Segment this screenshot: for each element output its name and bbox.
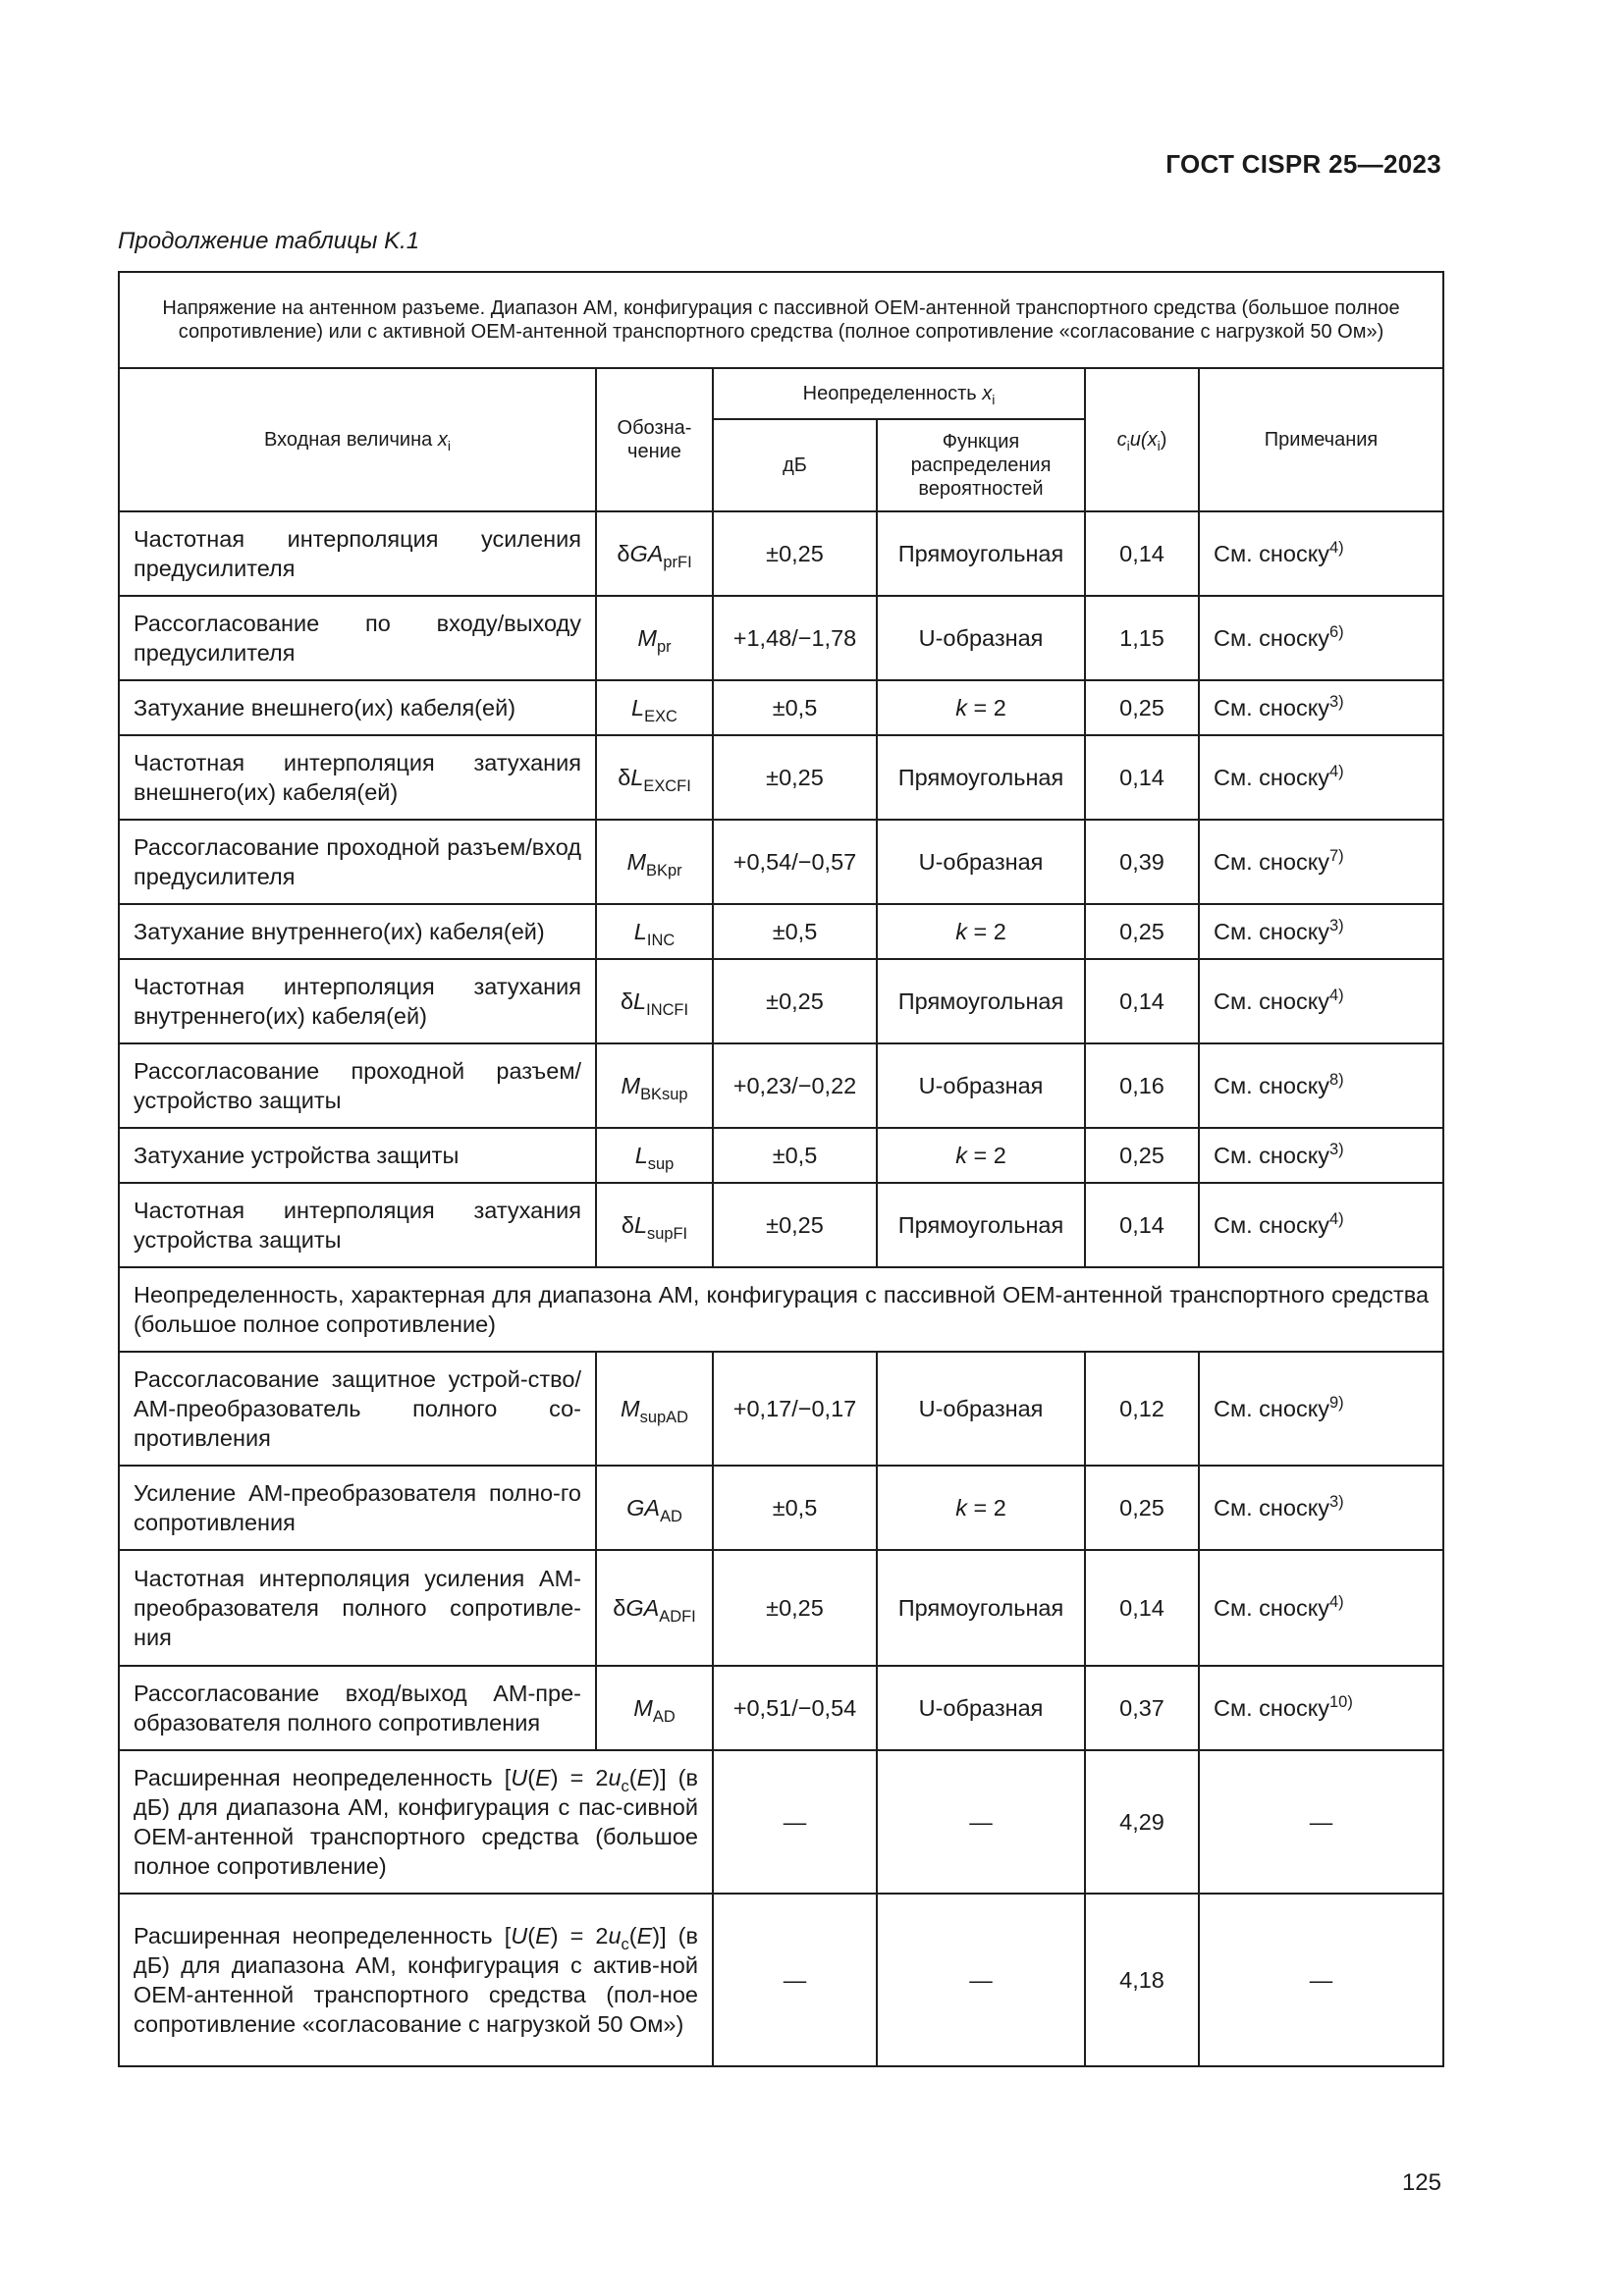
- notes-cell: См. сноску$^{4)}$: [1199, 959, 1443, 1043]
- ciu-cell: 0,14: [1085, 511, 1199, 596]
- ciu-cell: 0,25: [1085, 680, 1199, 735]
- uncertainty-db-cell: +0,17/−0,17: [713, 1352, 877, 1466]
- table-row: [119, 1352, 1443, 1466]
- ciu-cell: 0,14: [1085, 1183, 1199, 1267]
- notes-cell: См. сноску$^{9)}$: [1199, 1352, 1443, 1466]
- notes-cell: См. сноску$^{4)}$: [1199, 735, 1443, 820]
- table-row: [119, 1183, 1443, 1267]
- notes-cell: См. сноску$^{6)}$: [1199, 596, 1443, 680]
- standard-designation: ГОСТ CISPR 25—2023: [1165, 149, 1441, 179]
- symbol-cell: $M_{BKsup}$: [596, 1043, 713, 1128]
- symbol-cell: $M_{AD}$: [596, 1666, 713, 1750]
- uncertainty-db-cell: +0,51/−0,54: [713, 1666, 877, 1750]
- col-header-db: дБ: [713, 419, 877, 511]
- expanded-distribution-cell: —: [877, 1750, 1085, 1894]
- expanded-distribution-cell: —: [877, 1894, 1085, 2066]
- expanded-value-cell: 4,29: [1085, 1750, 1199, 1894]
- symbol-cell: $L_{EXC}$: [596, 680, 713, 735]
- input-quantity-cell: Затухание устройства защиты: [119, 1128, 596, 1183]
- table-body-am-section: [119, 1352, 1443, 1750]
- expanded-uncertainty-row: [119, 1750, 1443, 1894]
- table-row: [119, 1466, 1443, 1550]
- expanded-uncertainty-row: [119, 1894, 1443, 2066]
- notes-cell: См. сноску$^{8)}$: [1199, 1043, 1443, 1128]
- expanded-db-cell: —: [713, 1894, 877, 2066]
- distribution-cell: Прямоугольная: [877, 959, 1085, 1043]
- notes-cell: См. сноску$^{3)}$: [1199, 1466, 1443, 1550]
- table-row: [119, 511, 1443, 596]
- uncertainty-db-cell: ±0,25: [713, 735, 877, 820]
- distribution-cell: Прямоугольная: [877, 1550, 1085, 1666]
- distribution-cell: Прямоугольная: [877, 1183, 1085, 1267]
- input-quantity-cell: Затухание внешнего(их) кабеля(ей): [119, 680, 596, 735]
- col-header-ciu: $c_iu(x_i)$: [1085, 368, 1199, 511]
- input-quantity-cell: Затухание внутреннего(их) кабеля(ей): [119, 904, 596, 959]
- input-quantity-cell: Рассогласование защитное устрой-ство/АМ-преобразователь полного со-противления: [119, 1352, 596, 1466]
- uncertainty-db-cell: ±0,5: [713, 904, 877, 959]
- section-title: Неопределенность, характерная для диапазона АМ, конфигурация с пассивной ОЕМ-антенной транспортного средства (большое полное сопротивление): [119, 1267, 1443, 1352]
- notes-cell: См. сноску$^{7)}$: [1199, 820, 1443, 904]
- expanded-uncertainty-label: Расширенная неопределенность $[U(E) = 2u_c(E)]$ (в дБ) для диапазона АМ, конфигурация с актив-ной ОЕМ-антенной транспортного средства (пол-ное сопротивление «согласование с нагрузкой 50 Ом»): [119, 1894, 713, 2066]
- symbol-cell: $\delta L_{supFI}$: [596, 1183, 713, 1267]
- col-header-input: Входная величина $x_i$: [119, 368, 596, 511]
- symbol-cell: $\delta L_{EXCFI}$: [596, 735, 713, 820]
- input-quantity-cell: Частотная интерполяция затухания внутреннего(их) кабеля(ей): [119, 959, 596, 1043]
- distribution-cell: Прямоугольная: [877, 511, 1085, 596]
- uncertainty-db-cell: ±0,25: [713, 1183, 877, 1267]
- table-row: [119, 1128, 1443, 1183]
- col-header-notes: Примечания: [1199, 368, 1443, 511]
- distribution-cell: U-образная: [877, 1352, 1085, 1466]
- distribution-cell: k = 2: [877, 904, 1085, 959]
- table-row: [119, 1550, 1443, 1666]
- col-header-uncertainty: Неопределенность $x_i$: [713, 368, 1085, 419]
- symbol-cell: δGA$_{ADFI}$: [596, 1550, 713, 1666]
- input-quantity-cell: Рассогласование вход/выход АМ-пре-образователя полного сопротивления: [119, 1666, 596, 1750]
- table-continuation-caption: Продолжение таблицы K.1: [118, 228, 420, 254]
- ciu-cell: 0,16: [1085, 1043, 1199, 1128]
- expanded-value-cell: 4,18: [1085, 1894, 1199, 2066]
- table-body-expanded: [119, 1750, 1443, 2066]
- notes-cell: См. сноску$^{3)}$: [1199, 904, 1443, 959]
- symbol-cell: $GA_{AD}$: [596, 1466, 713, 1550]
- symbol-cell: $M_{BKpr}$: [596, 820, 713, 904]
- table-row: [119, 596, 1443, 680]
- distribution-cell: k = 2: [877, 1466, 1085, 1550]
- notes-cell: См. сноску$^{4)}$: [1199, 511, 1443, 596]
- table-row: [119, 1043, 1443, 1128]
- table-row: [119, 904, 1443, 959]
- expanded-db-cell: —: [713, 1750, 877, 1894]
- expanded-notes-cell: —: [1199, 1750, 1443, 1894]
- page-number: 125: [1401, 2169, 1441, 2196]
- uncertainty-db-cell: +0,54/−0,57: [713, 820, 877, 904]
- input-quantity-cell: Частотная интерполяция затухания устройства защиты: [119, 1183, 596, 1267]
- table-row: [119, 820, 1443, 904]
- symbol-cell: $M_{supAD}$: [596, 1352, 713, 1466]
- uncertainty-table: [118, 271, 1444, 2067]
- col-header-symbol: Обозна-чение: [596, 368, 713, 511]
- input-quantity-cell: Рассогласование проходной разъем/устройство защиты: [119, 1043, 596, 1128]
- distribution-cell: Прямоугольная: [877, 735, 1085, 820]
- expanded-notes-cell: —: [1199, 1894, 1443, 2066]
- table-body-main: [119, 511, 1443, 1267]
- distribution-cell: U-образная: [877, 1666, 1085, 1750]
- ciu-cell: 0,12: [1085, 1352, 1199, 1466]
- distribution-cell: k = 2: [877, 680, 1085, 735]
- distribution-cell: k = 2: [877, 1128, 1085, 1183]
- ciu-cell: 0,25: [1085, 904, 1199, 959]
- symbol-cell: $L_{sup}$: [596, 1128, 713, 1183]
- symbol-cell: $L_{INC}$: [596, 904, 713, 959]
- uncertainty-db-cell: ±0,25: [713, 959, 877, 1043]
- uncertainty-db-cell: +1,48/−1,78: [713, 596, 877, 680]
- ciu-cell: 0,25: [1085, 1466, 1199, 1550]
- ciu-cell: 0,14: [1085, 735, 1199, 820]
- col-header-distribution: Функция распределения вероятностей: [877, 419, 1085, 511]
- table-row: [119, 1666, 1443, 1750]
- uncertainty-db-cell: +0,23/−0,22: [713, 1043, 877, 1128]
- distribution-cell: U-образная: [877, 596, 1085, 680]
- symbol-cell: $\delta L_{INCFI}$: [596, 959, 713, 1043]
- symbol-cell: $M_{pr}$: [596, 596, 713, 680]
- expanded-uncertainty-label: Расширенная неопределенность $[U(E) = 2u_c(E)]$ (в дБ) для диапазона АМ, конфигурация с пас-сивной ОЕМ-антенной транспортного средства (большое полное сопротивление): [119, 1750, 713, 1894]
- uncertainty-db-cell: ±0,5: [713, 680, 877, 735]
- table-row: [119, 959, 1443, 1043]
- notes-cell: См. сноску$^{10)}$: [1199, 1666, 1443, 1750]
- ciu-cell: 0,25: [1085, 1128, 1199, 1183]
- ciu-cell: 0,39: [1085, 820, 1199, 904]
- input-quantity-cell: Усиление АМ-преобразователя полно-го сопротивления: [119, 1466, 596, 1550]
- notes-cell: См. сноску$^{3)}$: [1199, 680, 1443, 735]
- uncertainty-db-cell: ±0,25: [713, 1550, 877, 1666]
- table-title: Напряжение на антенном разъеме. Диапазон АМ, конфигурация с пассивной ОЕМ-антенной транспортного средства (большое полное сопротивление) или с активной ОЕМ-антенной транспортного средства (полное сопротивление «согласование с нагрузкой 50 Ом»): [119, 272, 1443, 368]
- uncertainty-db-cell: ±0,25: [713, 511, 877, 596]
- uncertainty-db-cell: ±0,5: [713, 1466, 877, 1550]
- table-row: [119, 680, 1443, 735]
- input-quantity-cell: Частотная интерполяция усиления АМ-преобразователя полного сопротивле-ния: [119, 1550, 596, 1666]
- input-quantity-cell: Частотная интерполяция усиления предусилителя: [119, 511, 596, 596]
- input-quantity-cell: Частотная интерполяция затухания внешнего(их) кабеля(ей): [119, 735, 596, 820]
- symbol-cell: δGA$_{prFI}$: [596, 511, 713, 596]
- notes-cell: См. сноску$^{3)}$: [1199, 1128, 1443, 1183]
- ciu-cell: 0,14: [1085, 959, 1199, 1043]
- notes-cell: См. сноску$^{4)}$: [1199, 1183, 1443, 1267]
- distribution-cell: U-образная: [877, 820, 1085, 904]
- notes-cell: См. сноску$^{4)}$: [1199, 1550, 1443, 1666]
- input-quantity-cell: Рассогласование проходной разъем/вход предусилителя: [119, 820, 596, 904]
- table-row: [119, 735, 1443, 820]
- input-quantity-cell: Рассогласование по входу/выходу предусилителя: [119, 596, 596, 680]
- distribution-cell: U-образная: [877, 1043, 1085, 1128]
- uncertainty-db-cell: ±0,5: [713, 1128, 877, 1183]
- ciu-cell: 0,37: [1085, 1666, 1199, 1750]
- ciu-cell: 1,15: [1085, 596, 1199, 680]
- ciu-cell: 0,14: [1085, 1550, 1199, 1666]
